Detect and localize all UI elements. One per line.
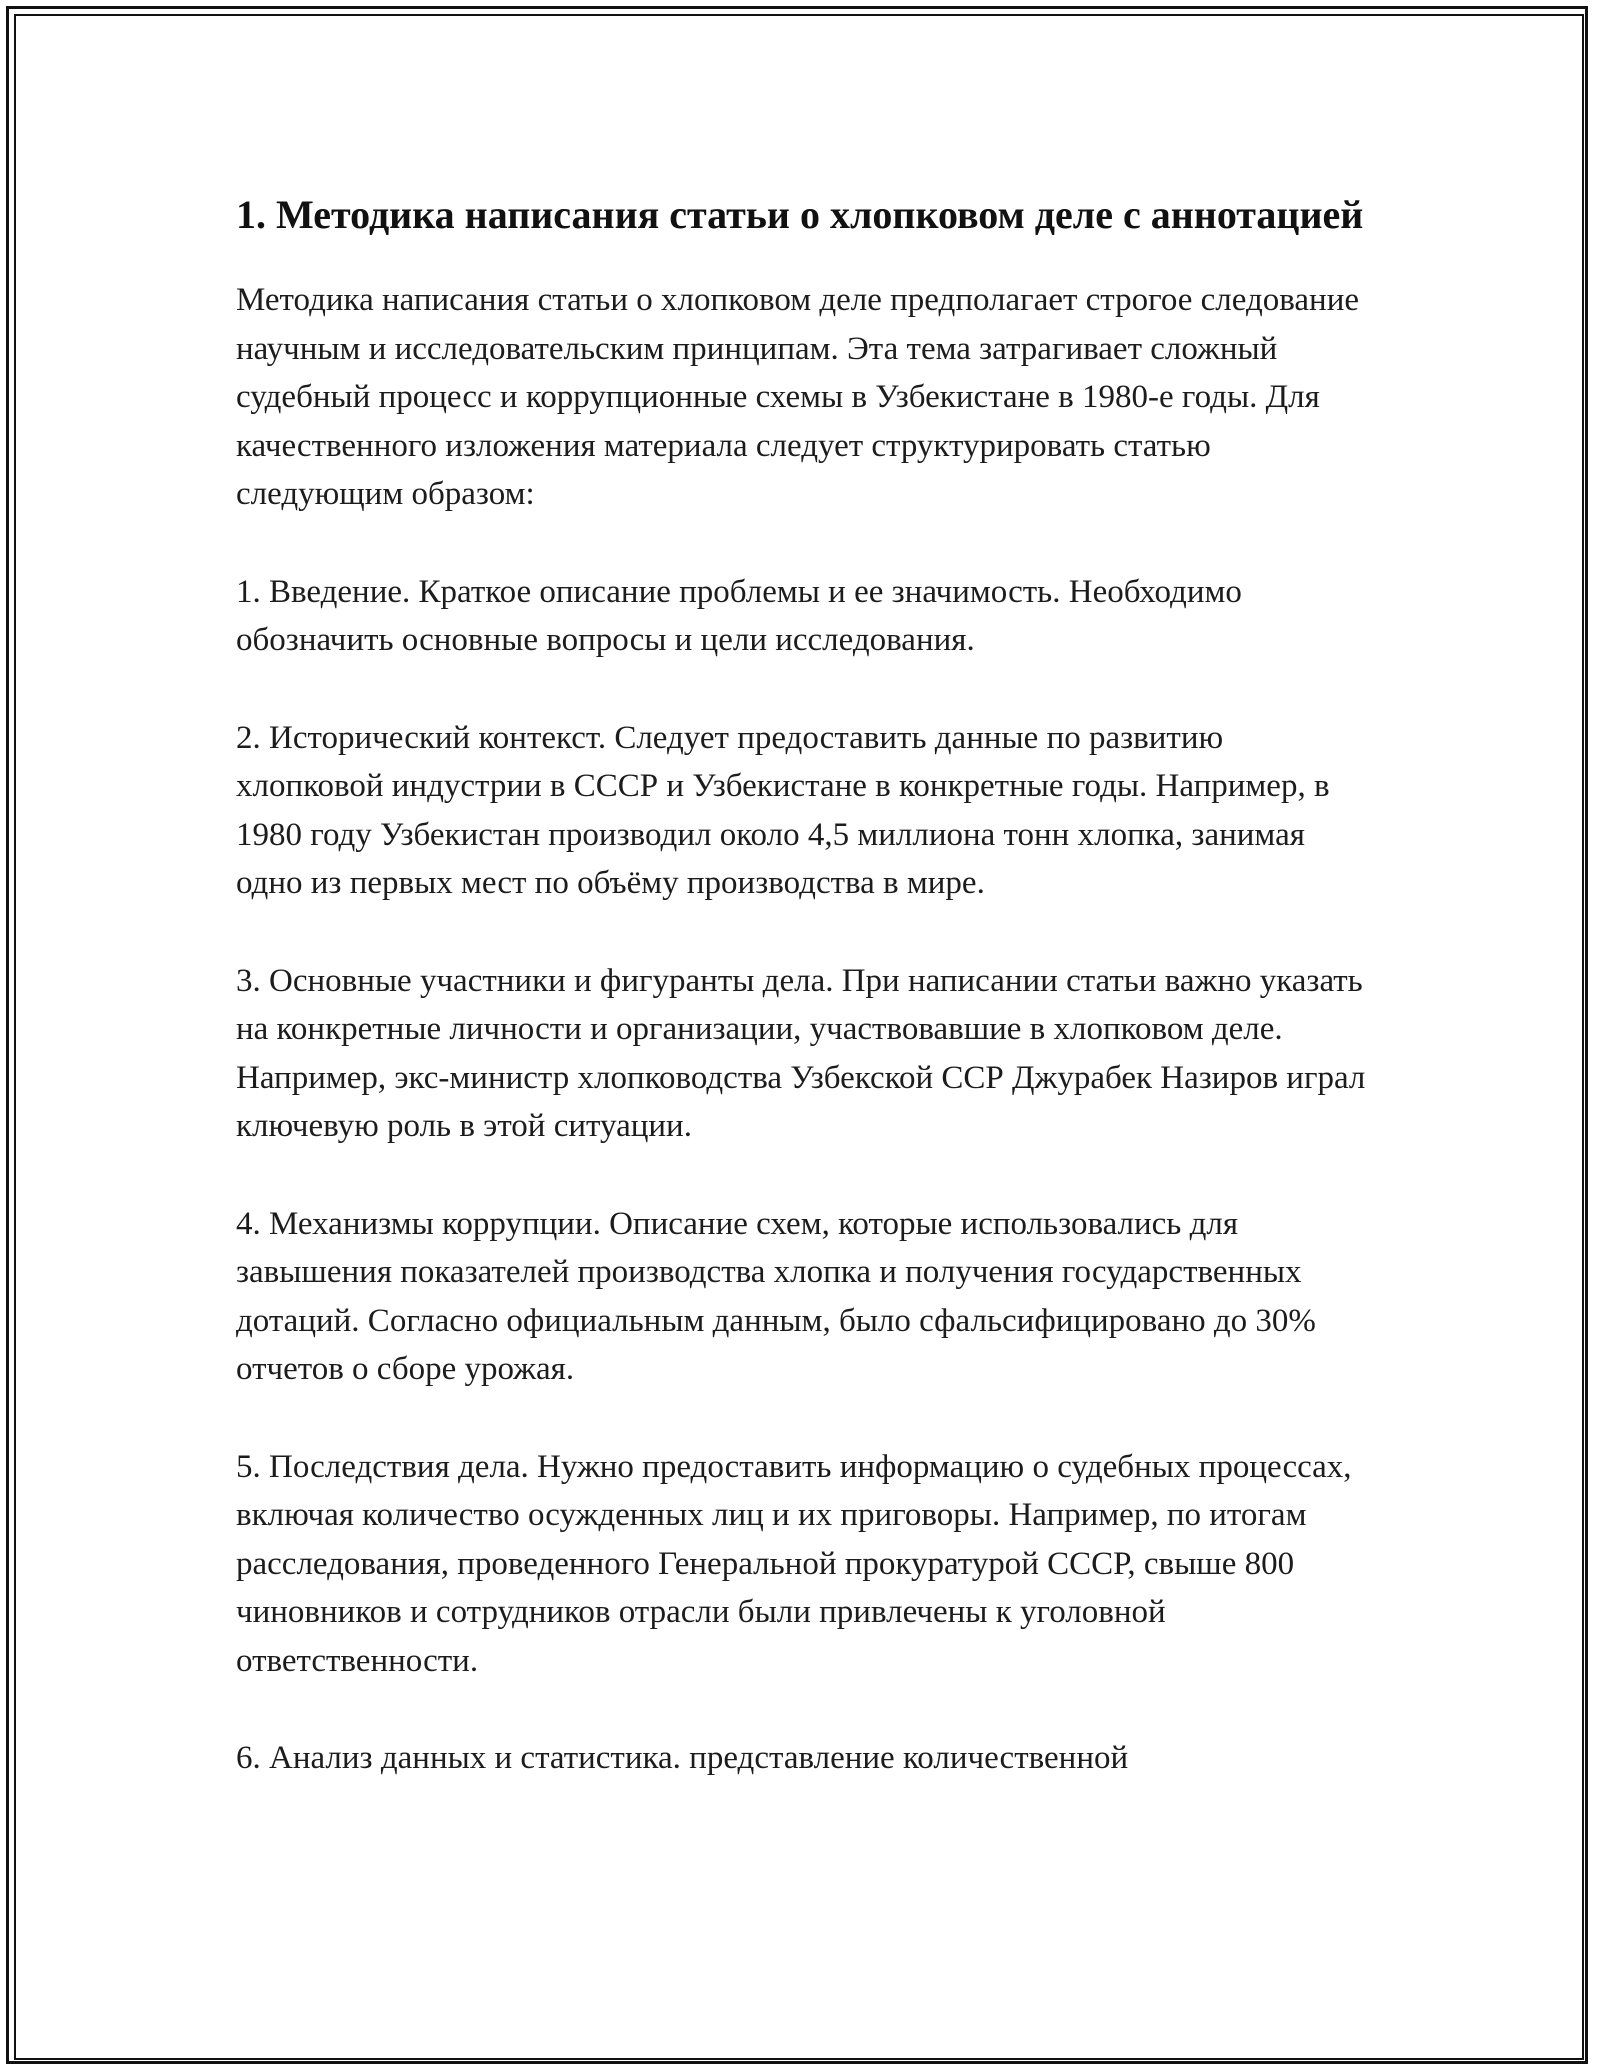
document-body [236,188,1376,1832]
paragraph-item-5: 5. Последствия дела. Нужно предоставить информацию о судебных процессах, включая количество осужденных лиц и их приговоры. Например, по итогам расследования, проведенного Генеральной прокуратурой СССР, свыше 800 чиновников и сотрудников отрасли были привлечены к уголовной ответственности. [236,1448,1352,1679]
paragraph-item-6: 6. Анализ данных и статистика. представление количественной [236,1740,1129,1776]
document-title: 1. Методика написания статьи о хлопковом деле с аннотацией [236,192,1364,237]
paragraph-item-2: 2. Исторический контекст. Следует предоставить данные по развитию хлопковой индустрии в СССР и Узбекистане в конкретные годы. Например, в 1980 году Узбекистан производил около 4,5 миллиона тонн хлопка, занимая одно из первых мест по объёму производства в мире. [236,719,1330,901]
paragraph-item-4: 4. Механизмы коррупции. Описание схем, которые использовались для завышения показателей производства хлопка и получения государственных дотаций. Согласно официальным данным, было сфальсифицировано до 30% отчетов о сборе урожая. [236,1205,1316,1387]
paragraph-item-1: 1. Введение. Краткое описание проблемы и ее значимость. Необходимо обозначить основные вопросы и цели исследования. [236,573,1242,658]
paragraph-intro: Методика написания статьи о хлопковом деле предполагает строгое следование научным и исследовательским принципам. Эта тема затрагивает сложный судебный процесс и коррупционные схемы в Узбекистане в 1980-е годы. Для качественного изложения материала следует структурировать статью следующим образом: [236,282,1360,512]
paragraph-item-3: 3. Основные участники и фигуранты дела. При написании статьи важно указать на конкретные личности и организации, участвовавшие в хлопковом деле. Например, экс-министр хлопководства Узбекской ССР Джурабек Назиров играл ключевую роль в этой ситуации. [236,962,1366,1144]
